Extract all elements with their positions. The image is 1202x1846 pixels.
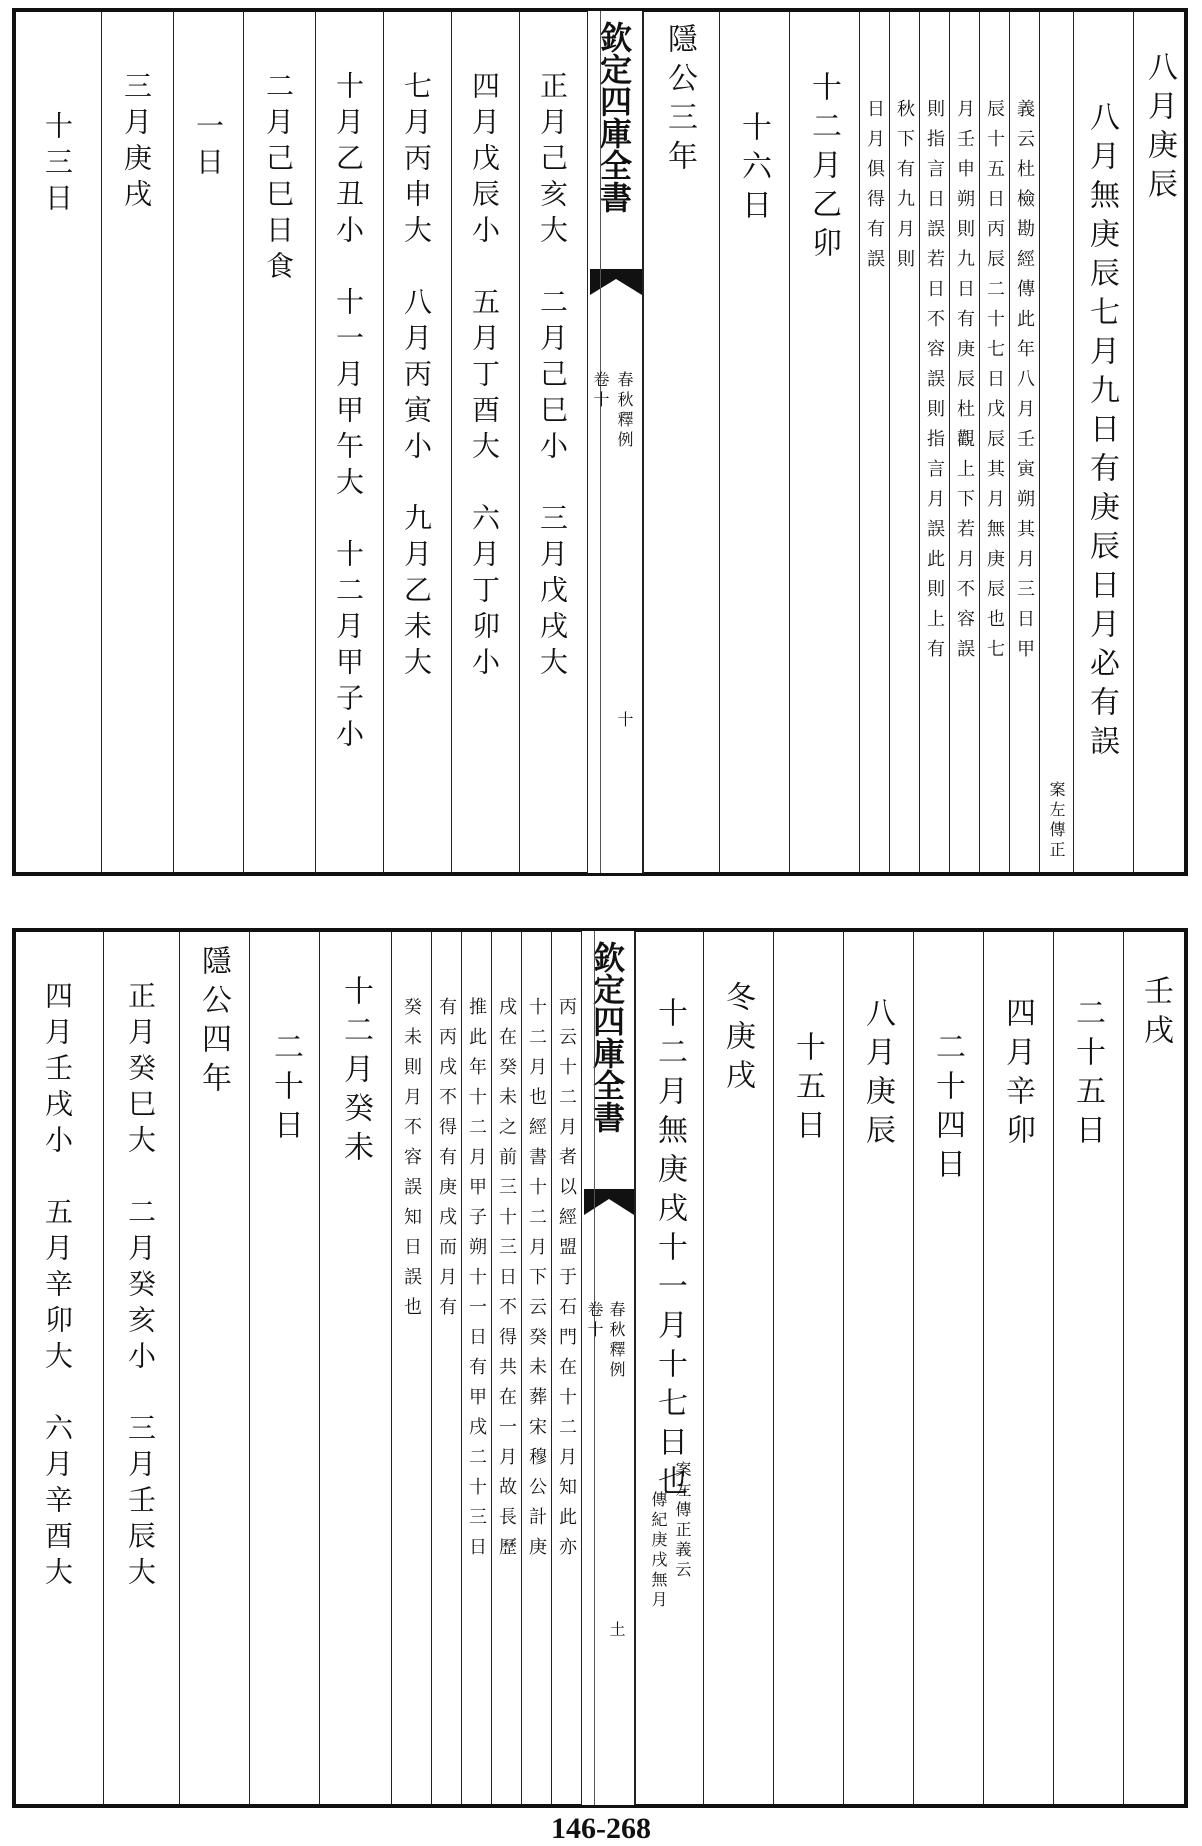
column-text: 七月丙申大 八月丙寅小 九月乙未大 — [400, 71, 433, 683]
column — [789, 11, 859, 873]
center-gutter — [587, 11, 643, 873]
column — [15, 11, 101, 873]
column-text: 正月癸巳大 二月癸亥小 三月壬辰大 — [124, 981, 157, 1593]
column-text: 十二月無庚戌十一月十七日也 — [652, 997, 687, 1504]
gutter-book: 春秋釋例 — [615, 371, 634, 451]
commentary-text: 辰十五日丙辰二十七日戊辰其月無庚辰也七 — [984, 99, 1005, 669]
bottom-leaf — [12, 928, 1188, 1808]
commentary-column — [1039, 11, 1073, 873]
commentary-text: 傳紀庚戌無月 — [649, 1491, 668, 1611]
commentary-text: 癸未則月不容誤知日誤也 — [401, 997, 422, 1327]
column-text: 冬庚戌 — [720, 981, 755, 1098]
commentary-column — [889, 11, 919, 873]
column-text: 二十四日 — [930, 1031, 965, 1187]
commentary-column — [551, 931, 581, 1805]
commentary-column — [1009, 11, 1039, 873]
commentary-text: 十二月也經書十二月下云癸未葬宋穆公計庚 — [526, 997, 547, 1567]
gutter-volume: 卷十 — [585, 1301, 604, 1341]
commentary-column — [391, 931, 431, 1805]
column-text: 正月己亥大 二月己巳小 三月戊戌大 — [536, 71, 569, 683]
commentary-column — [521, 931, 551, 1805]
column-text: 八月庚辰 — [860, 997, 895, 1153]
gutter-leaf: 土 — [607, 1621, 626, 1641]
commentary-text: 義云杜檢勘經傳此年八月壬寅朔其月三日甲 — [1014, 99, 1035, 669]
column — [1123, 931, 1188, 1805]
commentary-text: 推此年十二月甲子朔十一日有甲戌二十三日 — [466, 997, 487, 1567]
gutter-rule — [594, 931, 595, 1805]
gutter-title: 欽定四庫全書 — [595, 21, 633, 213]
commentary-text: 日月俱得有誤 — [864, 99, 885, 279]
commentary-column — [491, 931, 521, 1805]
column — [383, 11, 451, 873]
commentary-text: 則指言日誤若日不容誤則指言月誤此則上有 — [924, 99, 945, 669]
commentary-column — [431, 931, 461, 1805]
column-text: 十六日 — [736, 111, 771, 228]
commentary-text: 有丙戌不得有庚戌而月有 — [436, 997, 457, 1327]
column — [451, 11, 519, 873]
column-text: 二十五日 — [1070, 997, 1105, 1153]
commentary-text: 月壬申朔則九日有庚辰杜觀上下若月不容誤 — [954, 99, 975, 669]
column — [103, 931, 179, 1805]
column-text: 一日 — [192, 111, 225, 183]
column-text: 八月無庚辰七月九日有庚辰日月必有誤 — [1084, 101, 1119, 764]
column — [249, 931, 319, 1805]
column — [635, 931, 703, 1805]
column — [643, 11, 719, 873]
column-text: 四月壬戌小 五月辛卯大 六月辛酉大 — [41, 981, 74, 1593]
fishtail-mark — [590, 269, 642, 297]
column-text: 十二月癸未 — [338, 975, 373, 1170]
column — [173, 11, 243, 873]
fishtail-mark — [584, 1189, 634, 1217]
column — [703, 931, 773, 1805]
column — [1073, 11, 1133, 873]
commentary-text: 戌在癸未之前三十三日不得共在一月故長歷 — [496, 997, 517, 1567]
gutter-book: 春秋釋例 — [607, 1301, 626, 1381]
column-text: 八月庚辰 — [1142, 51, 1177, 207]
column-text: 十三日 — [41, 111, 74, 219]
page-number: 146-268 — [551, 1812, 651, 1845]
commentary-column — [461, 931, 491, 1805]
gutter-volume: 卷十 — [591, 371, 610, 411]
commentary-column — [949, 11, 979, 873]
column — [913, 931, 983, 1805]
column — [519, 11, 587, 873]
column-text: 壬戌 — [1138, 975, 1173, 1053]
column — [315, 11, 383, 873]
top-leaf — [12, 8, 1188, 876]
gutter-title: 欽定四庫全書 — [588, 941, 626, 1133]
commentary-text: 秋下有九月則 — [894, 99, 915, 279]
column — [773, 931, 843, 1805]
commentary-text: 案左傳正義云 — [673, 1461, 692, 1581]
column — [319, 931, 391, 1805]
column-text: 十二月乙卯 — [806, 71, 841, 266]
column — [983, 931, 1053, 1805]
column-text: 十五日 — [790, 1031, 825, 1148]
commentary-text: 案左傳正 — [1047, 781, 1066, 861]
column — [1133, 11, 1188, 873]
column — [179, 931, 249, 1805]
column-text: 隱公四年 — [196, 945, 231, 1101]
column-text: 二月己巳日食 — [262, 71, 295, 287]
column — [843, 931, 913, 1805]
column — [1053, 931, 1123, 1805]
column-text: 二十日 — [268, 1031, 303, 1148]
commentary-column — [919, 11, 949, 873]
center-gutter — [581, 931, 635, 1805]
column-text: 四月戊辰小 五月丁酉大 六月丁卯小 — [468, 71, 501, 683]
column-text: 隱公三年 — [662, 23, 697, 179]
column-text: 十月乙丑小 十一月甲午大 十二月甲子小 — [332, 71, 365, 755]
column-text: 四月辛卯 — [1000, 997, 1035, 1153]
gutter-leaf: 十 — [615, 711, 634, 731]
column-text: 三月庚戌 — [120, 71, 153, 215]
commentary-column — [859, 11, 889, 873]
column — [15, 931, 103, 1805]
column — [719, 11, 789, 873]
commentary-text: 丙云十二月者以經盟于石門在十二月知此亦 — [556, 997, 577, 1567]
column — [101, 11, 173, 873]
commentary-column — [979, 11, 1009, 873]
gutter-rule — [600, 11, 601, 873]
column — [243, 11, 315, 873]
